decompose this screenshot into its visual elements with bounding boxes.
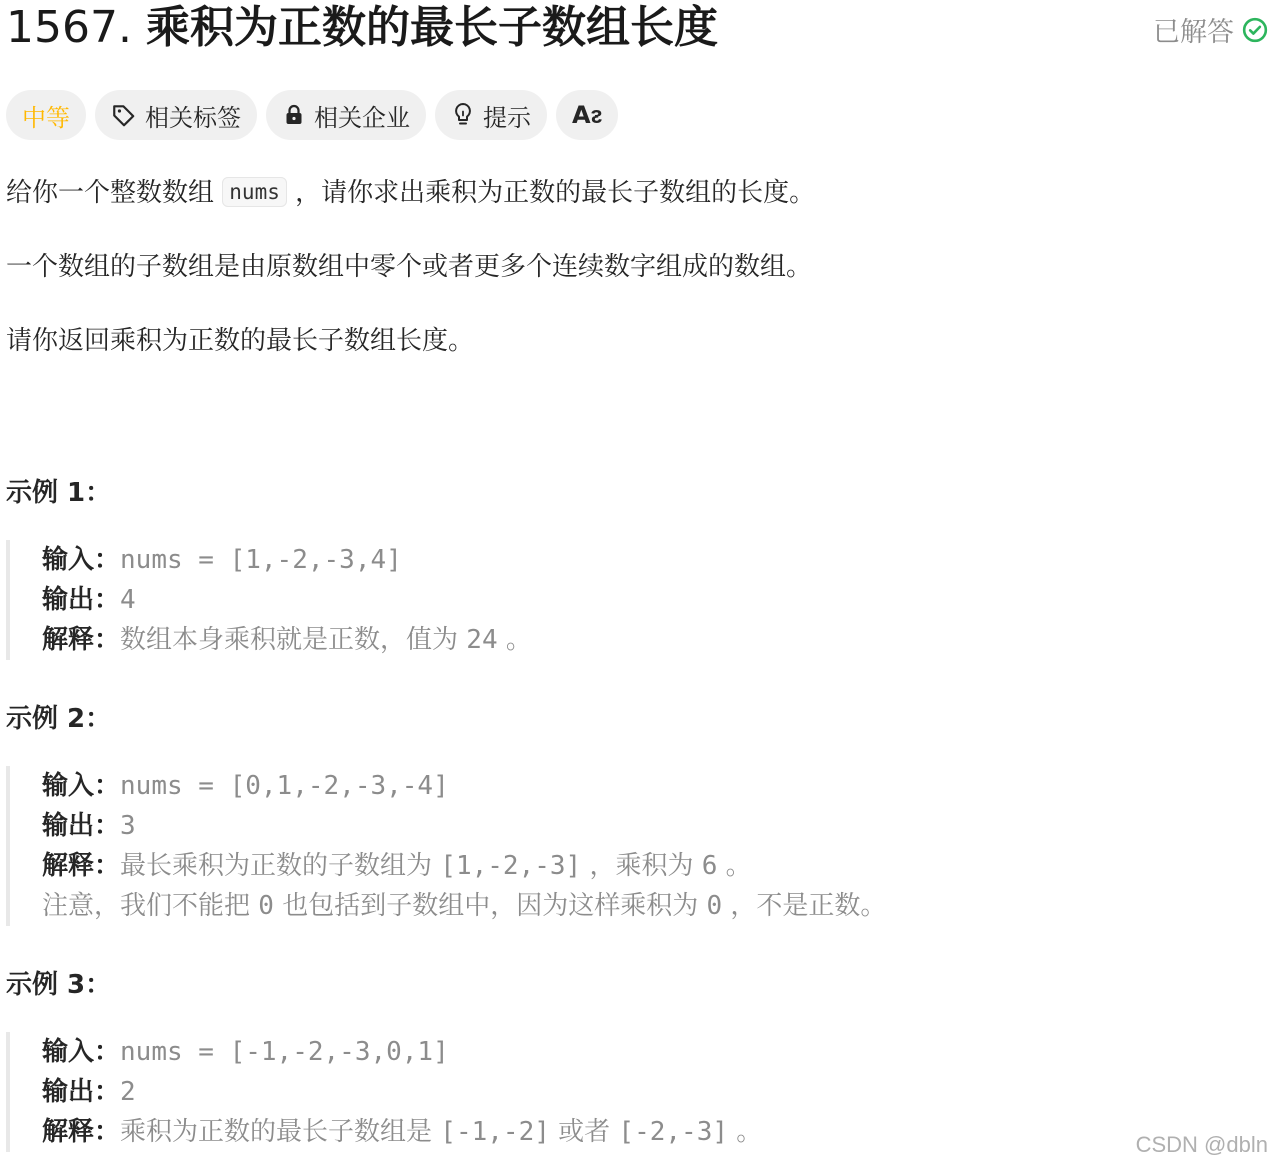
tag-icon [111, 102, 137, 128]
related-companies-button[interactable] [266, 90, 426, 140]
explain-code: [-1,-2] [440, 1117, 550, 1147]
note-code: 0 [258, 891, 274, 921]
explain-code: 6 [701, 851, 718, 881]
description-text: 给你一个整数数组 [6, 178, 215, 208]
explain-label: 解释： [42, 625, 121, 655]
difficulty-badge[interactable] [6, 90, 86, 140]
output-value: 2 [120, 1077, 136, 1107]
example-explanation [42, 620, 532, 660]
example-2-block [6, 766, 886, 926]
input-label: 输入： [42, 771, 121, 801]
solved-status [1153, 10, 1268, 49]
note-code: 0 [706, 891, 723, 921]
translate-icon: Aᴤ [572, 100, 603, 129]
output-value: 3 [120, 811, 136, 841]
example-explanation [42, 846, 886, 886]
related-companies-label: 相关企业 [314, 103, 410, 132]
problem-number: 1567. [6, 2, 132, 53]
related-tags-button[interactable] [95, 90, 257, 140]
description-text: ，请你求出乘积为正数的最长子数组的长度。 [295, 178, 816, 208]
explain-label: 解释： [42, 1117, 121, 1147]
difficulty-label: 中等 [22, 103, 70, 132]
explain-code: 24 [466, 625, 498, 655]
explain-code: [-2,-3] [618, 1117, 728, 1147]
hint-label: 提示 [483, 103, 531, 132]
check-circle-icon [1242, 17, 1268, 43]
example-explanation [42, 1112, 762, 1152]
related-tags-label: 相关标签 [145, 103, 241, 132]
problem-header [6, 0, 1268, 62]
input-label: 输入： [42, 1037, 121, 1067]
explain-end: 。 [725, 851, 752, 881]
translate-button[interactable] [556, 90, 618, 140]
note-text: ，不是正数。 [730, 891, 887, 921]
explain-mid: 或者 [558, 1117, 611, 1147]
lightbulb-icon [451, 102, 475, 128]
problem-name: 乘积为正数的最长子数组长度 [145, 2, 718, 53]
watermark: CSDN @dbln [1135, 1132, 1268, 1157]
explain-text: 最长乘积为正数的子数组为 [120, 851, 433, 881]
example-input [42, 540, 532, 580]
explain-label: 解释： [42, 851, 121, 881]
example-input [42, 766, 886, 806]
input-value: nums = [-1,-2,-3,0,1] [120, 1037, 449, 1067]
example-input [42, 1032, 762, 1072]
inline-code-nums: nums [222, 177, 287, 207]
description-paragraph-3: 请你返回乘积为正数的最长子数组长度。 [6, 326, 475, 356]
input-value: nums = [1,-2,-3,4] [120, 545, 402, 575]
explain-mid: ，乘积为 [589, 851, 694, 881]
input-label: 输入： [42, 545, 121, 575]
explain-end: 。 [505, 625, 532, 655]
input-value: nums = [0,1,-2,-3,-4] [120, 771, 449, 801]
example-1-title: 示例 1： [6, 478, 112, 508]
note-text: 注意，我们不能把 [42, 891, 251, 921]
lock-icon [282, 103, 306, 127]
hint-button[interactable] [435, 90, 547, 140]
example-output [42, 806, 886, 846]
description-paragraph-2: 一个数组的子数组是由原数组中零个或者更多个连续数字组成的数组。 [6, 252, 813, 282]
example-output [42, 1072, 762, 1112]
example-3-block [6, 1032, 762, 1152]
output-value: 4 [120, 585, 136, 615]
example-2-title: 示例 2： [6, 704, 112, 734]
explain-code: [1,-2,-3] [440, 851, 582, 881]
output-label: 输出： [42, 811, 121, 841]
example-1-block [6, 540, 532, 660]
tag-row [6, 90, 618, 140]
explain-text: 乘积为正数的最长子数组是 [120, 1117, 433, 1147]
solved-label: 已解答 [1153, 17, 1234, 48]
example-note [42, 886, 886, 926]
problem-title [6, 2, 718, 54]
note-text: 也包括到子数组中，因为这样乘积为 [282, 891, 699, 921]
output-label: 输出： [42, 1077, 121, 1107]
explain-text: 数组本身乘积就是正数，值为 [120, 625, 459, 655]
example-3-title: 示例 3： [6, 970, 112, 1000]
example-output [42, 580, 532, 620]
explain-end: 。 [736, 1117, 763, 1147]
output-label: 输出： [42, 585, 121, 615]
description-paragraph-1 [6, 176, 815, 211]
